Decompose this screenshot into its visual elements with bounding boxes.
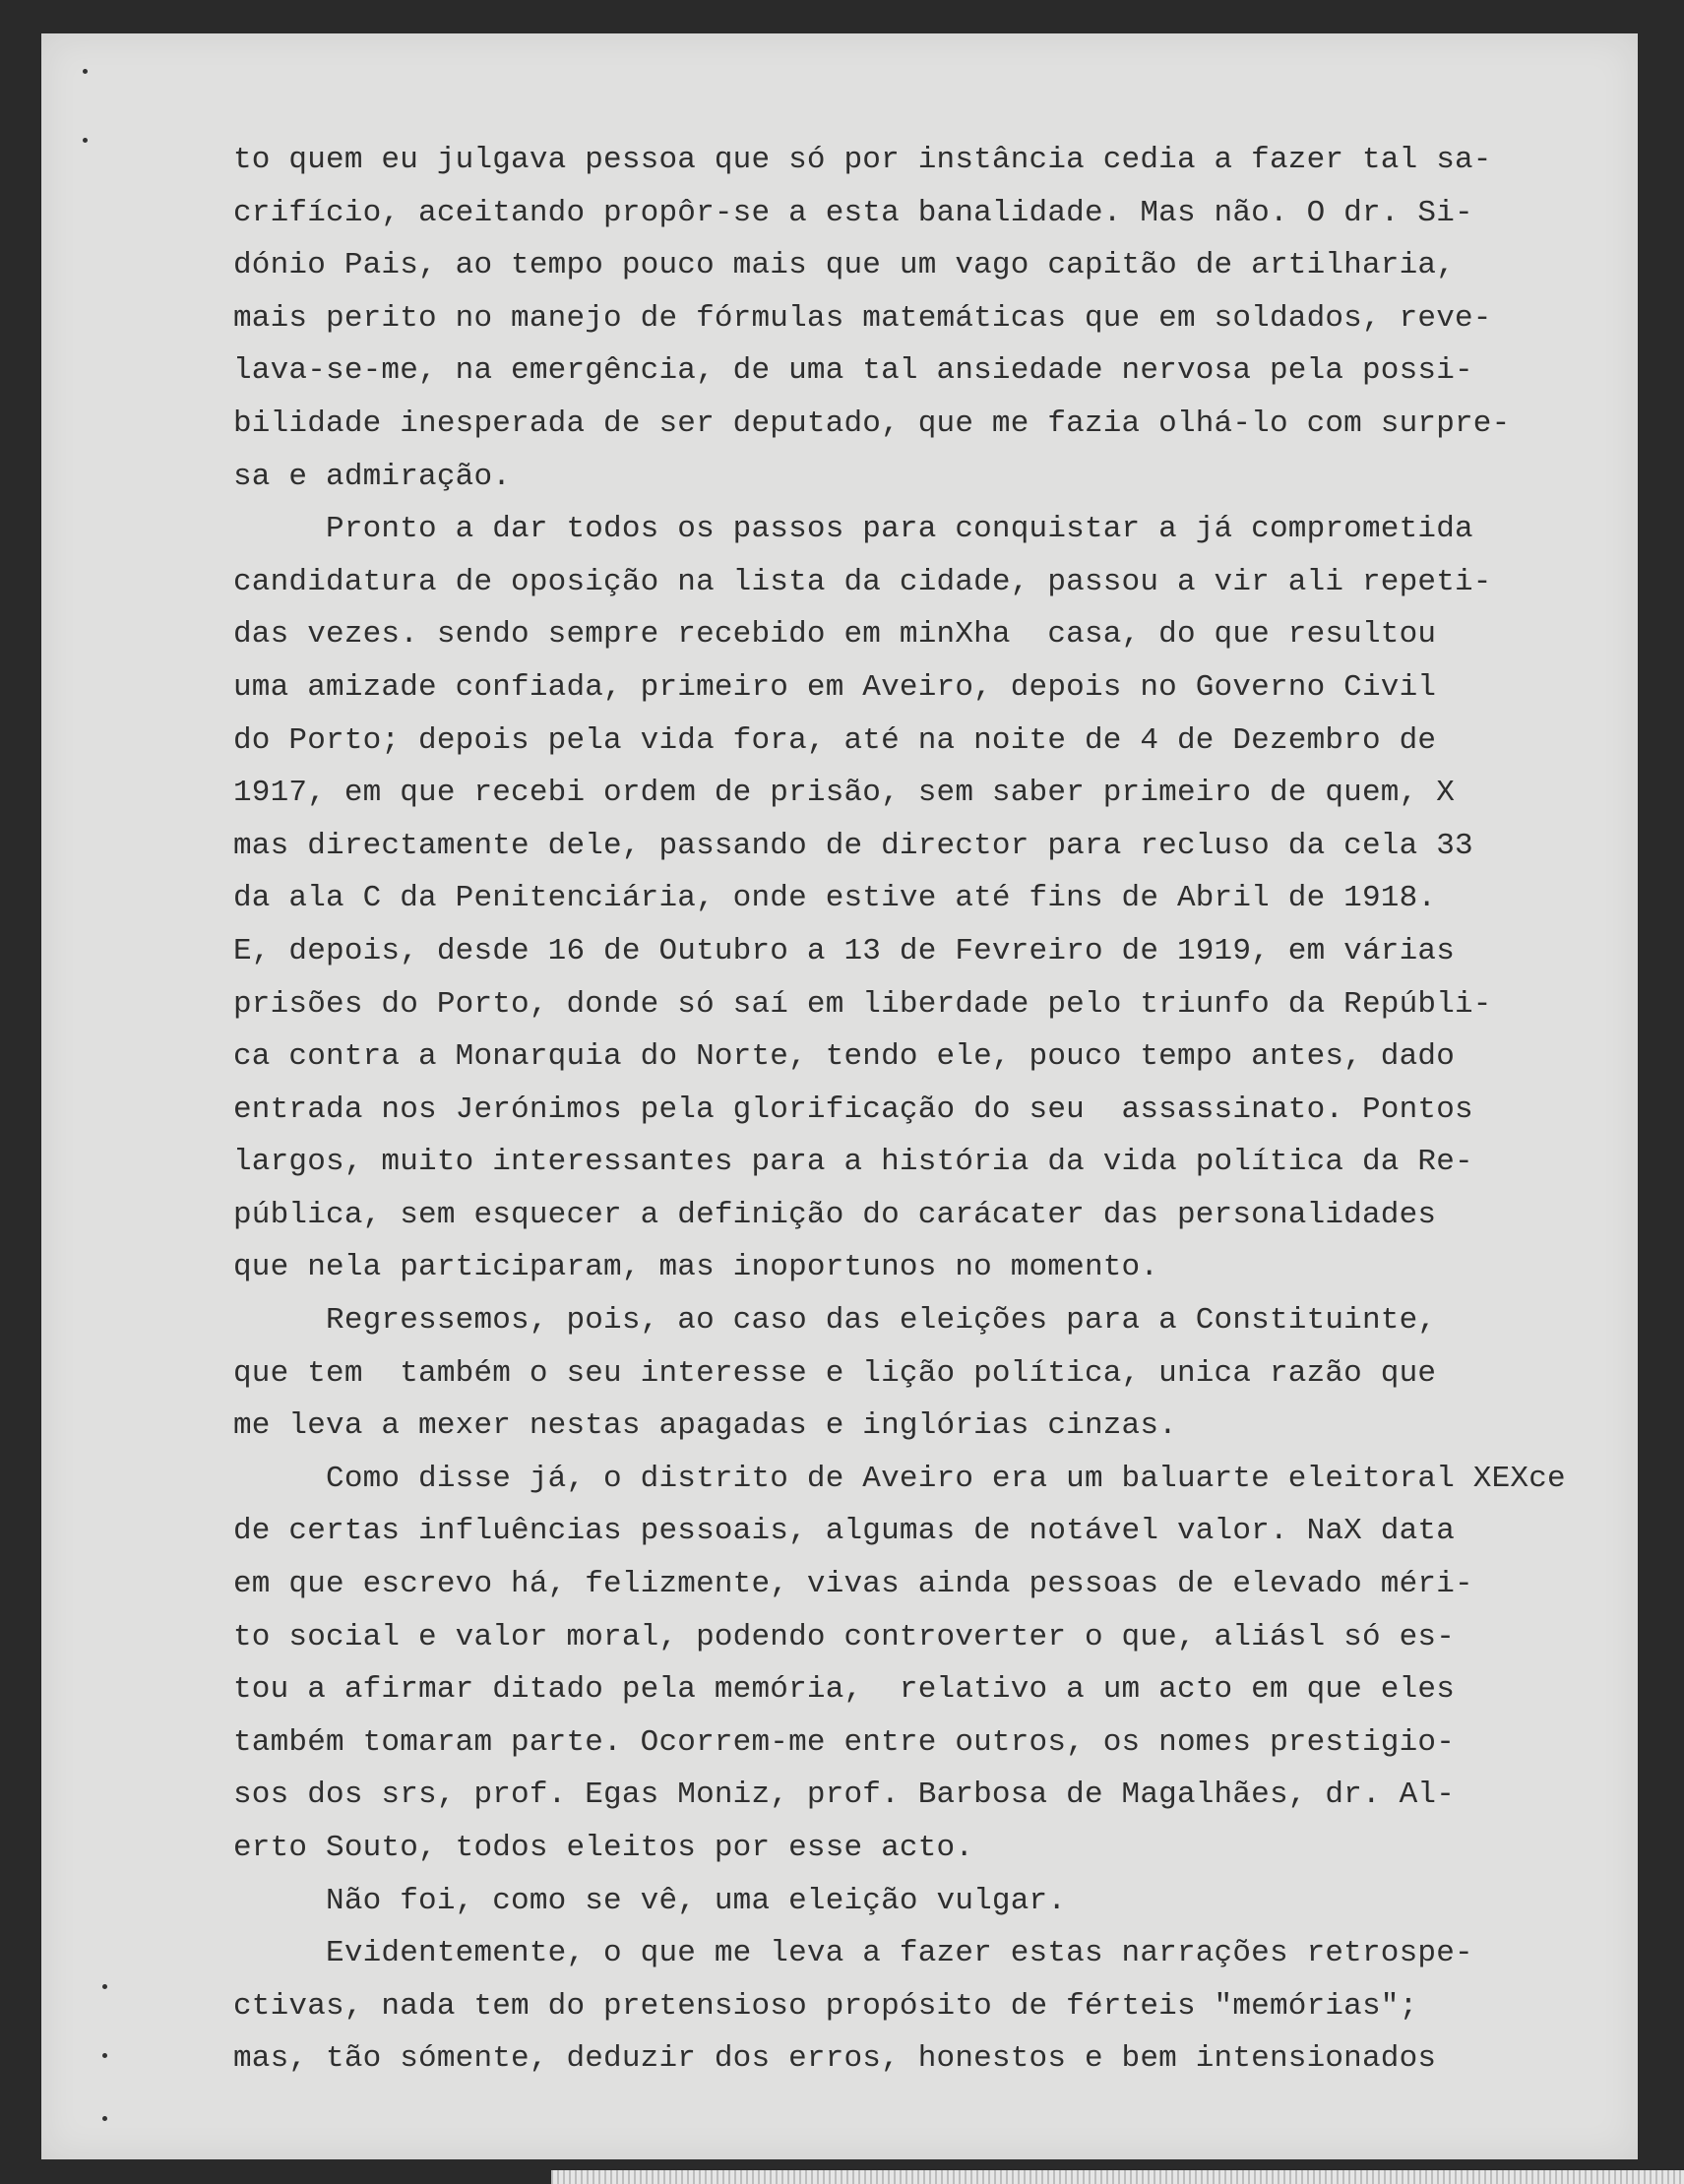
text-line: Como disse já, o distrito de Aveiro era um baluarte eleitoral XEXce [233,1461,1566,1496]
document-page [41,33,1638,2159]
punch-hole [102,2116,107,2121]
text-line: dónio Pais, ao tempo pouco mais que um vago capitão de artilharia, [233,248,1455,283]
text-line: mas directamente dele, passando de director para recluso da cela 33 [233,828,1473,863]
text-line: prisões do Porto, donde só saí em liberdade pelo triunfo da Repúbli- [233,986,1492,1022]
text-line: entrada nos Jerónimos pela glorificação do seu assassinato. Pontos [233,1092,1473,1127]
text-line: to quem eu julgava pessoa que só por instância cedia a fazer tal sa- [233,143,1492,177]
text-line: Pronto a dar todos os passos para conquistar a já comprometida [233,512,1473,547]
text-line: mais perito no manejo de fórmulas matemáticas que em soldados, reve- [233,300,1492,336]
text-line: Regressemos, pois, ao caso das eleições para a Constituinte, [233,1303,1437,1339]
text-line: sos dos srs, prof. Egas Moniz, prof. Barbosa de Magalhães, dr. Al- [233,1778,1455,1813]
punch-hole [83,69,88,74]
text-line: Não foi, como se vê, uma eleição vulgar. [233,1883,1067,1918]
text-line: ca contra a Monarquia do Norte, tendo ele, pouco tempo antes, dado [233,1039,1455,1075]
text-line: E, depois, desde 16 de Outubro a 13 de Fevreiro de 1919, em várias [233,933,1455,968]
text-line: em que escrevo há, felizmente, vivas ainda pessoas de elevado méri- [233,1567,1473,1602]
text-line: tou a afirmar ditado pela memória, relativo a um acto em que eles [233,1672,1455,1708]
text-line: de certas influências pessoais, algumas de notável valor. NaX data [233,1514,1455,1549]
punch-hole [83,138,88,143]
typed-text-body [233,134,1611,2086]
text-line: largos, muito interessantes para a história da vida política da Re- [233,1145,1473,1180]
punch-hole [102,1984,107,1989]
text-line: sa e admiração. [233,459,512,494]
scan-ruler-strip [551,2170,1684,2184]
text-line: 1917, em que recebi ordem de prisão, sem saber primeiro de quem, X [233,776,1455,811]
text-line: pública, sem esquecer a definição do carácater das personalidades [233,1197,1437,1232]
text-line: da ala C da Penitenciária, onde estive até fins de Abril de 1918. [233,881,1437,916]
text-line: me leva a mexer nestas apagadas e inglórias cinzas. [233,1408,1177,1444]
text-line: que nela participaram, mas inoportunos no momento. [233,1250,1159,1285]
text-line: bilidade inesperada de ser deputado, que me fazia olhá-lo com surpre- [233,406,1511,441]
text-line: crifício, aceitando propôr-se a esta banalidade. Mas não. O dr. Si- [233,195,1473,230]
text-line: ctivas, nada tem do pretensioso propósito de férteis "memórias"; [233,1988,1418,2024]
text-line: das vezes. sendo sempre recebido em minXha casa, do que resultou [233,617,1437,653]
text-line: também tomaram parte. Ocorrem-me entre outros, os nomes prestigio- [233,1724,1455,1760]
text-line: lava-se-me, na emergência, de uma tal ansiedade nervosa pela possi- [233,353,1473,389]
text-line: uma amizade confiada, primeiro em Aveiro, depois no Governo Civil [233,669,1437,705]
text-line: to social e valor moral, podendo controverter o que, aliásl só es- [233,1619,1455,1654]
text-line: que tem também o seu interesse e lição política, unica razão que [233,1355,1437,1391]
text-line: mas, tão sómente, deduzir dos erros, honestos e bem intensionados [233,2041,1437,2077]
punch-hole [102,2053,107,2058]
text-line: candidatura de oposição na lista da cidade, passou a vir ali repeti- [233,564,1492,599]
text-line: do Porto; depois pela vida fora, até na noite de 4 de Dezembro de [233,722,1437,758]
text-line: erto Souto, todos eleitos por esse acto. [233,1831,974,1865]
text-line: Evidentemente, o que me leva a fazer estas narrações retrospe- [233,1936,1473,1971]
